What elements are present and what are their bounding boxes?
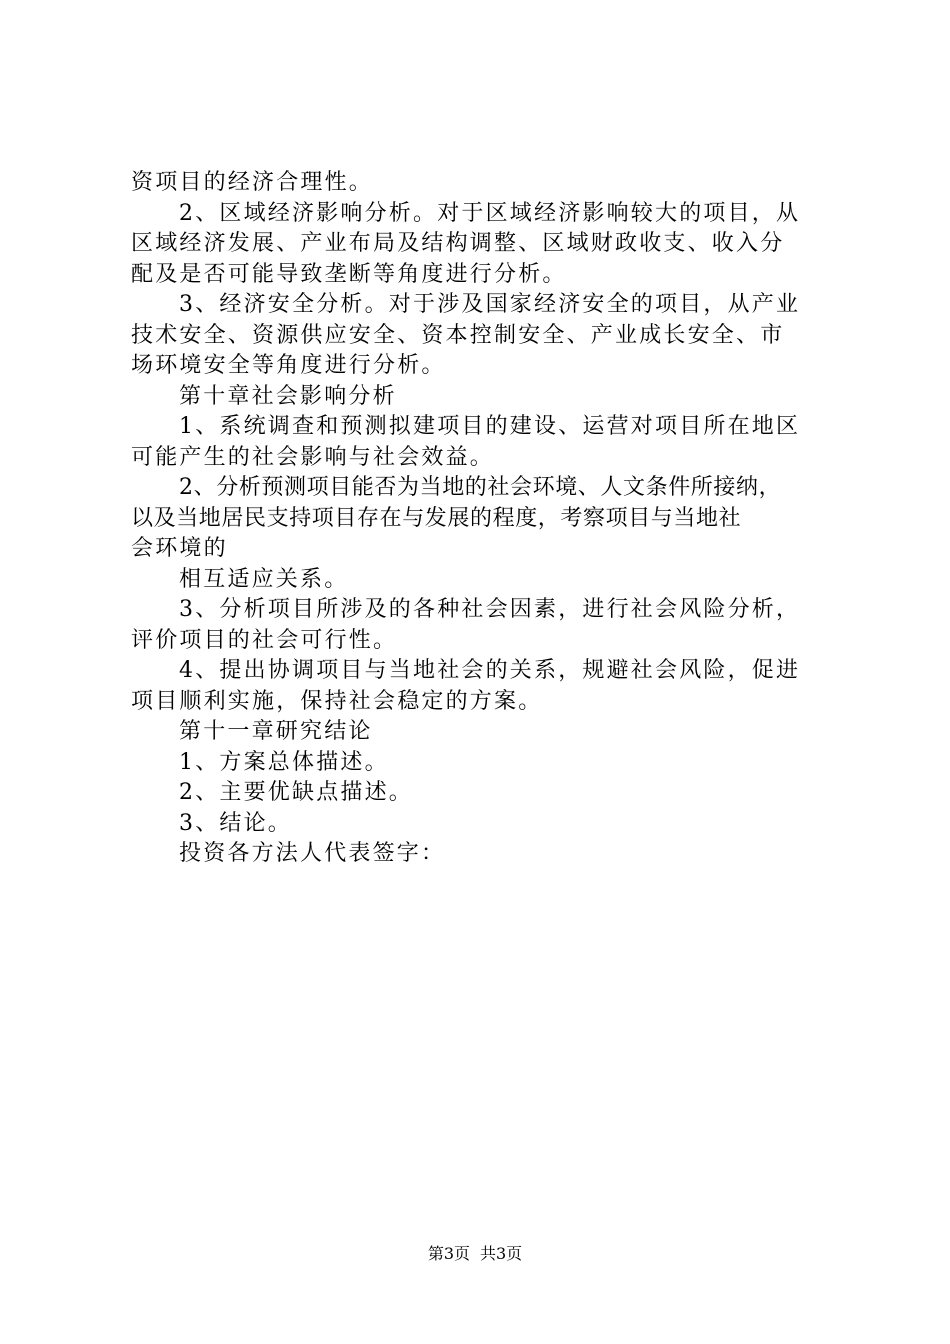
chapter-heading: 第十章社会影响分析 [179, 383, 397, 409]
page-number: 第3页 [427, 1244, 470, 1263]
text-line: 3、分析项目所涉及的各种社会因素，进行社会风险分析， [179, 597, 801, 622]
text-line: 以及当地居民支持项目存在与发展的程度，考察项目与当地社 [131, 505, 742, 531]
text-line: 相互适应关系。 [179, 566, 349, 592]
page-total: 共3页 [480, 1244, 523, 1263]
text-line: 可能产生的社会影响与社会效益。 [131, 444, 495, 470]
text-line: 2、区域经济影响分析。对于区域经济影响较大的项目，从 [179, 200, 801, 226]
text-line: 区域经济发展、产业布局及结构调整、区域财政收支、收入分 [131, 231, 785, 256]
text-line: 2、分析预测项目能否为当地的社会环境、人文条件所接纳， [179, 475, 782, 500]
text-line: 评价项目的社会可行性。 [131, 627, 398, 653]
chapter-heading: 第十一章研究结论 [179, 719, 373, 744]
text-line: 配及是否可能导致垄断等角度进行分析。 [131, 261, 567, 287]
text-line: 场环境安全等角度进行分析。 [131, 353, 446, 378]
text-line: 3、经济安全分析。对于涉及国家经济安全的项目，从产业 [179, 292, 801, 317]
text-line: 3、结论。 [179, 810, 292, 836]
text-line: 项目顺利实施，保持社会稳定的方案。 [131, 688, 543, 714]
text-line: 技术安全、资源供应安全、资本控制安全、产业成长安全、市 [131, 322, 785, 348]
text-line: 4、提出协调项目与当地社会的关系，规避社会风险，促进 [179, 658, 801, 683]
text-line: 1、方案总体描述。 [179, 749, 389, 775]
text-line: 2、主要优缺点描述。 [179, 780, 413, 805]
signature-line: 投资各方法人代表签字： [179, 841, 446, 866]
text-line: 会环境的 [131, 536, 228, 561]
document-body [131, 168, 831, 870]
text-line: 资项目的经济合理性。 [131, 170, 374, 195]
page-footer [0, 1244, 950, 1264]
text-line: 1、系统调查和预测拟建项目的建设、运营对项目所在地区 [179, 414, 801, 439]
